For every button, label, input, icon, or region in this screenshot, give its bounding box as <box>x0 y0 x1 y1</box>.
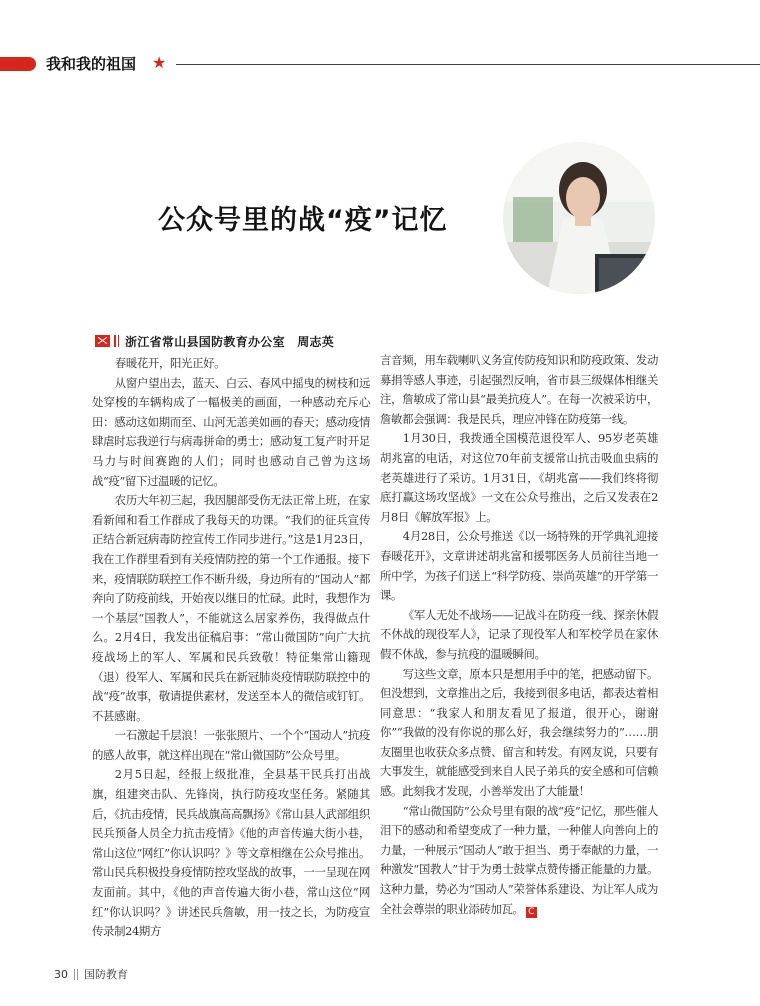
paragraph: 4月28日，公众号推送《以一场特殊的开学典礼迎接春暖花开》，文章讲述胡兆富和援鄂医务人员前往当地一所中学，为孩子们送上“科学防疫、崇尚英雄”的开学第一课。 <box>380 529 658 603</box>
paragraph: 《军人无处不战场——记战斗在防疫一线、探亲休假不休战的现役军人》，记录了现役军人和军校学员在家休假不休战，参与抗疫的温暖瞬间。 <box>380 607 658 661</box>
author-photo <box>503 142 655 294</box>
paragraph: 1月30日，我拨通全国模范退役军人、95岁老英雄胡兆富的电话，对这位70年前支援常山抗击吸血虫病的老英雄进行了采访。1月31日，《胡兆富——我们终将彻底打赢这场攻坚战》一文在公众号推出，之后又发表在2月8日《解放军报》上。 <box>380 431 658 524</box>
section-title: 我和我的祖国 <box>46 55 137 73</box>
paragraph: 2月5日起，经报上级批准，全县基干民兵打出战旗，组建突击队、先锋岗，执行防疫攻坚任务。紧随其后，《抗击疫情，民兵战旗高高飘扬》《常山县人武部组织民兵预备人员全力抗击疫情》《他的声音传遍大街小巷，常山这位“网红”你认识吗？》等文章相继在公众号推出。常山民兵积极投身疫情防控攻坚战的故事，一一呈现在网友面前。其中，《他的声音传遍大街小巷，常山这位“网红”你认识吗？》讲述民兵詹敏，用一技之长，为防疫宣传录制24期方 <box>92 767 370 939</box>
paragraph: 写这些文章，原本只是想用手中的笔，把感动留下。但没想到，文章推出之后，我接到很多电话，都表达着相同意思：“我家人和朋友看见了报道，很开心，谢谢你”“我做的没有你说的那么好，我会继续努力的”……朋友圈里也收获众多点赞、留言和转发。有网友说，只要有大事发生，就能感受到来自人民子弟兵的安全感和可信赖感。此刻我才发现，小善举发出了大能量！ <box>380 666 658 799</box>
header-divider <box>176 64 760 65</box>
byline-mark-icon <box>95 335 110 347</box>
paragraph: 春暖花开，阳光正好。 <box>114 356 226 370</box>
star-icon: ★ <box>152 53 167 72</box>
footer-separator <box>74 969 78 980</box>
paragraph: 一石激起千层浪！一张张照片、一个个“国动人”抗疫的感人故事，就这样出现在“常山微国防”公众号里。 <box>92 728 370 762</box>
paragraph: 言音频，用车载喇叭义务宣传防疫知识和防疫政策、发动募捐等感人事迹，引起强烈反响，省市县三级媒体相继关注，詹敏成了常山县“最美抗疫人”。在每一次被采访中，詹敏都会强调：我是民兵，理应冲锋在防疫第一线。 <box>380 353 658 426</box>
page-footer <box>54 966 128 982</box>
paragraph: 农历大年初三起，我因腿部受伤无法正常上班，在家看新闻和看工作群成了我每天的功课。“我们的征兵宣传正结合新冠病毒防控宣传工作同步进行。”这是1月23日，我在工作群里看到有关疫情防控的第一个工作通报。接下来，疫情联防联控工作不断升级，身边所有的“国动人”都奔向了防疫前线，开始夜以继日的忙碌。此时，我想作为一个基层“国教人”，不能就这么居家养伤，我得做点什么。2月4日，我发出征稿启事：“常山微国防”向广大抗疫战场上的军人、军属和民兵致敬！特征集常山籍现（退）役军人、军属和民兵在新冠肺炎疫情联防联控中的战“疫”故事，敬请提供素材，发送至本人的微信或钉钉。不甚感谢。 <box>92 493 370 723</box>
paragraph-text: “常山微国防”公众号里有限的战“疫”记忆，那些催人泪下的感动和希望变成了一种力量，一种催人向善向上的力量，一种展示“国动人”敢于担当、勇于奉献的力量，一种激发“国教人”甘于为勇士鼓掌点赞传播正能量的力量。这种力量，势必为“国动人”荣誉体系建设、为让军人成为全社会尊崇的职业添砖加瓦。 <box>380 803 658 916</box>
magazine-name: 国防教育 <box>84 968 128 981</box>
byline-text: 浙江省常山县国防教育办公室 周志英 <box>125 334 335 349</box>
byline-bars-icon <box>114 335 119 347</box>
right-column <box>380 351 658 919</box>
paragraph-last <box>380 802 658 920</box>
page-number: 30 <box>54 967 68 981</box>
paragraph: 从窗户望出去，蓝天、白云、春风中摇曳的树枝和远处穿梭的车辆构成了一幅极美的画面，一种感动充斥心田：感动这如期而至、山河无恙美如画的春天；感动疫情肆虐时忘我逆行与病毒拼命的勇士；感动复工复产时开足马力与时间赛跑的人们；同时也感动自己曾为这场战“疫”留下过温暖的记忆。 <box>92 375 370 488</box>
byline <box>95 333 334 349</box>
section-accent-bar <box>0 57 36 71</box>
article-title: 公众号里的战“疫”记忆 <box>158 205 448 236</box>
end-mark-icon: C <box>526 907 537 918</box>
left-column <box>92 354 370 942</box>
